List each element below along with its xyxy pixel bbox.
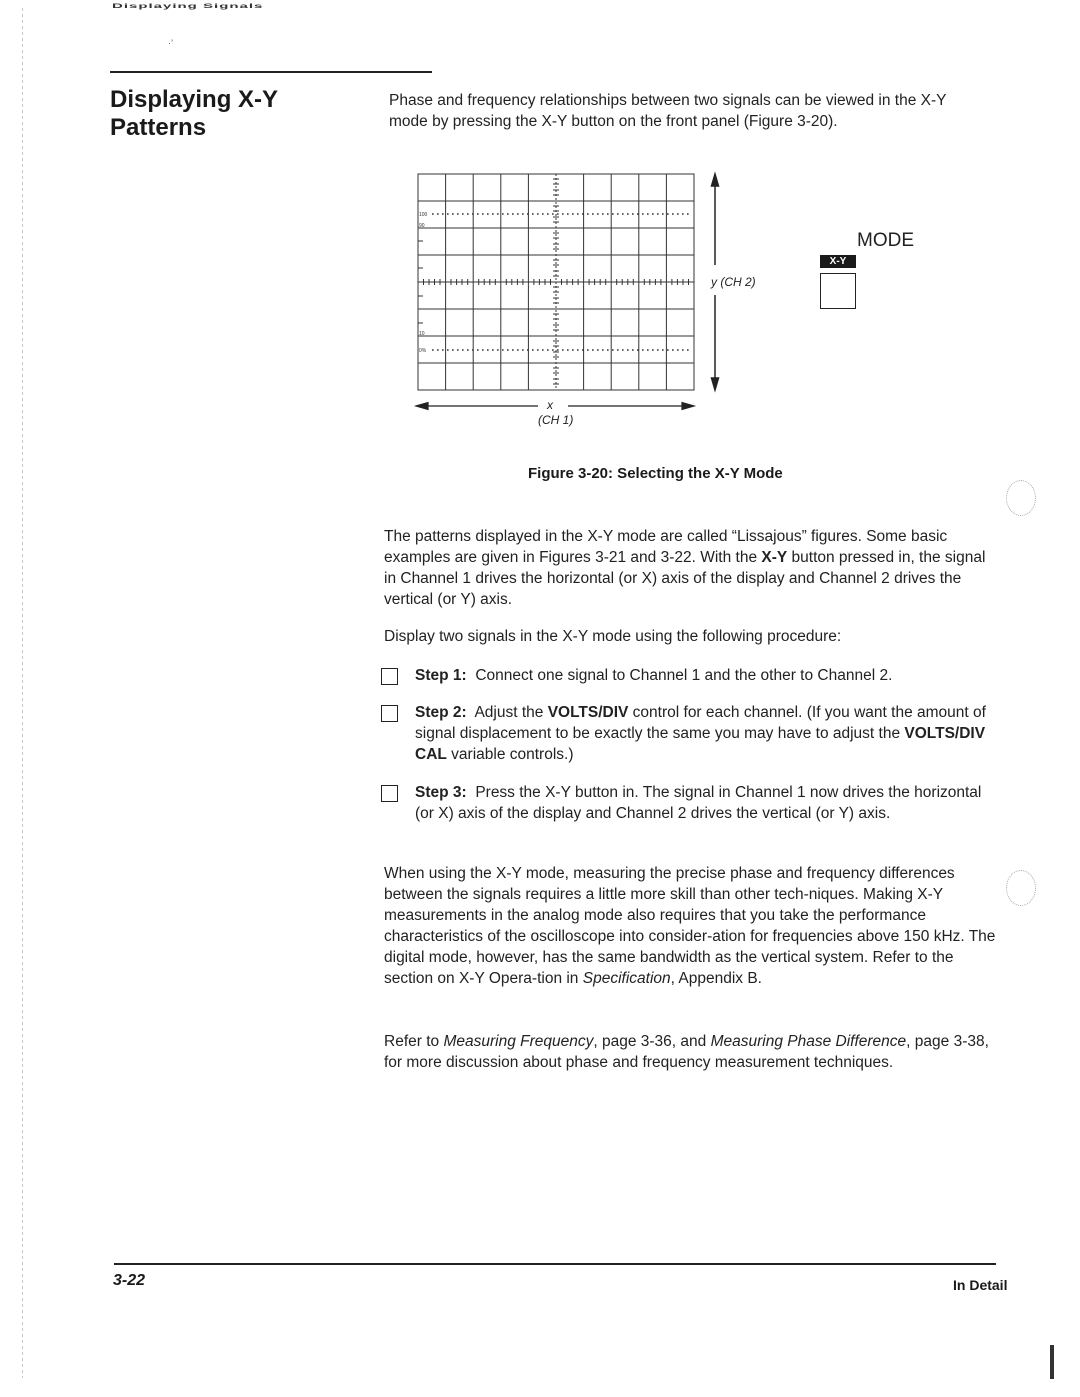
text-run: The patterns displayed in the X-Y mode are called “Lissajous” figures. Some basic examples are given in Figures 3-21 and 3-22. With the (384, 528, 948, 566)
xy-mode-button (820, 273, 856, 309)
x-axis-label: x (547, 398, 553, 412)
procedure-intro: Display two signals in the X-Y mode using the following procedure: (384, 628, 842, 645)
figure-caption: Figure 3-20: Selecting the X-Y Mode (528, 465, 783, 482)
graticule-label-90: 90 (419, 223, 425, 229)
italic-text: Specification (582, 970, 671, 987)
text-run: When using the X-Y mode, measuring the precise phase and frequency differences between the signals requires a little more skill than other tech-niques. Making X-Y measurements in the analog mode also requires that you take the performance characteristics of the oscilloscope into consider-ation for frequencies above 150 kHz. The digital mode, however, has the same bandwidth as the vertical system. Refer to the section on X-Y Opera-tion in (384, 865, 996, 987)
checkbox-icon (381, 785, 398, 802)
scan-edge-mark (1050, 1345, 1054, 1379)
bold-text: X-Y (761, 549, 788, 566)
x-axis-arrow (416, 403, 694, 410)
section-title-line1: Displaying X-Y (110, 86, 279, 113)
bold-text: VOLTS/DIV (547, 704, 629, 721)
punch-hole-mark (1006, 870, 1036, 906)
scan-speck: ·’ (168, 38, 173, 48)
page-number: 3-22 (113, 1272, 146, 1289)
bold-text: VOLTS/DIV CAL (415, 725, 986, 763)
text-run: , page 3-38, for more discussion about phase and frequency measurement techniques. (384, 1033, 989, 1071)
x-axis-sublabel: (CH 1) (538, 413, 574, 427)
text-run: Refer to (384, 1033, 444, 1050)
step-label: Step 1: (415, 667, 467, 684)
section-rule (110, 71, 432, 73)
lissajous-paragraph (384, 526, 996, 610)
section-title (110, 86, 278, 142)
step-label: Step 2: (415, 704, 467, 721)
checkbox-icon (381, 668, 398, 685)
graticule-label-0: 0% (419, 348, 427, 354)
scan-margin-line (22, 8, 23, 1378)
graticule-label-10: 10 (419, 331, 425, 337)
step-text: control for each channel. (If you want the amount of signal displacement to be exactly the same you may have to adjust the (415, 704, 986, 742)
step-label: Step 3: (415, 784, 467, 801)
analog-note-paragraph (384, 863, 996, 989)
footer-section-name: In Detail (953, 1277, 1008, 1293)
italic-text: Measuring Phase Difference (710, 1033, 907, 1050)
step-text: variable controls.) (446, 746, 574, 763)
section-title-line2: Patterns (110, 114, 207, 141)
mode-label: MODE (857, 230, 914, 251)
oscilloscope-graticule-diagram (380, 160, 940, 440)
step-text: Press the X-Y button in. The signal in Channel 1 now drives the horizontal (or X) axis of the display and Channel 2 drives the vertical (or Y) axis. (415, 784, 982, 822)
step-text: Connect one signal to Channel 1 and the other to Channel 2. (475, 667, 893, 684)
checkbox-icon (381, 705, 398, 722)
text-run: button pressed in, the signal in Channel 1 drives the horizontal (or X) axis of the display and Channel 2 drives the vertical (or Y) axis. (384, 549, 986, 608)
text-run: , page 3-36, and (593, 1033, 711, 1050)
y-axis-label: y (CH 2) (711, 275, 756, 289)
graticule-label-100: 100 (419, 212, 428, 218)
intro-paragraph: Phase and frequency relationships between two signals can be viewed in the X-Y mode by pressing the X-Y button on the front panel (Figure 3-20). (389, 92, 947, 130)
refer-paragraph (384, 1031, 996, 1073)
step-text: Adjust the (474, 704, 548, 721)
xy-button-label: X-Y (820, 255, 856, 268)
figure-xy-mode (380, 160, 940, 440)
italic-text: Measuring Frequency (443, 1033, 594, 1050)
footer-rule (114, 1263, 996, 1265)
text-run: , Appendix B. (670, 970, 762, 987)
punch-hole-mark (1006, 480, 1036, 516)
running-head: Displaying Signals (112, 2, 264, 10)
